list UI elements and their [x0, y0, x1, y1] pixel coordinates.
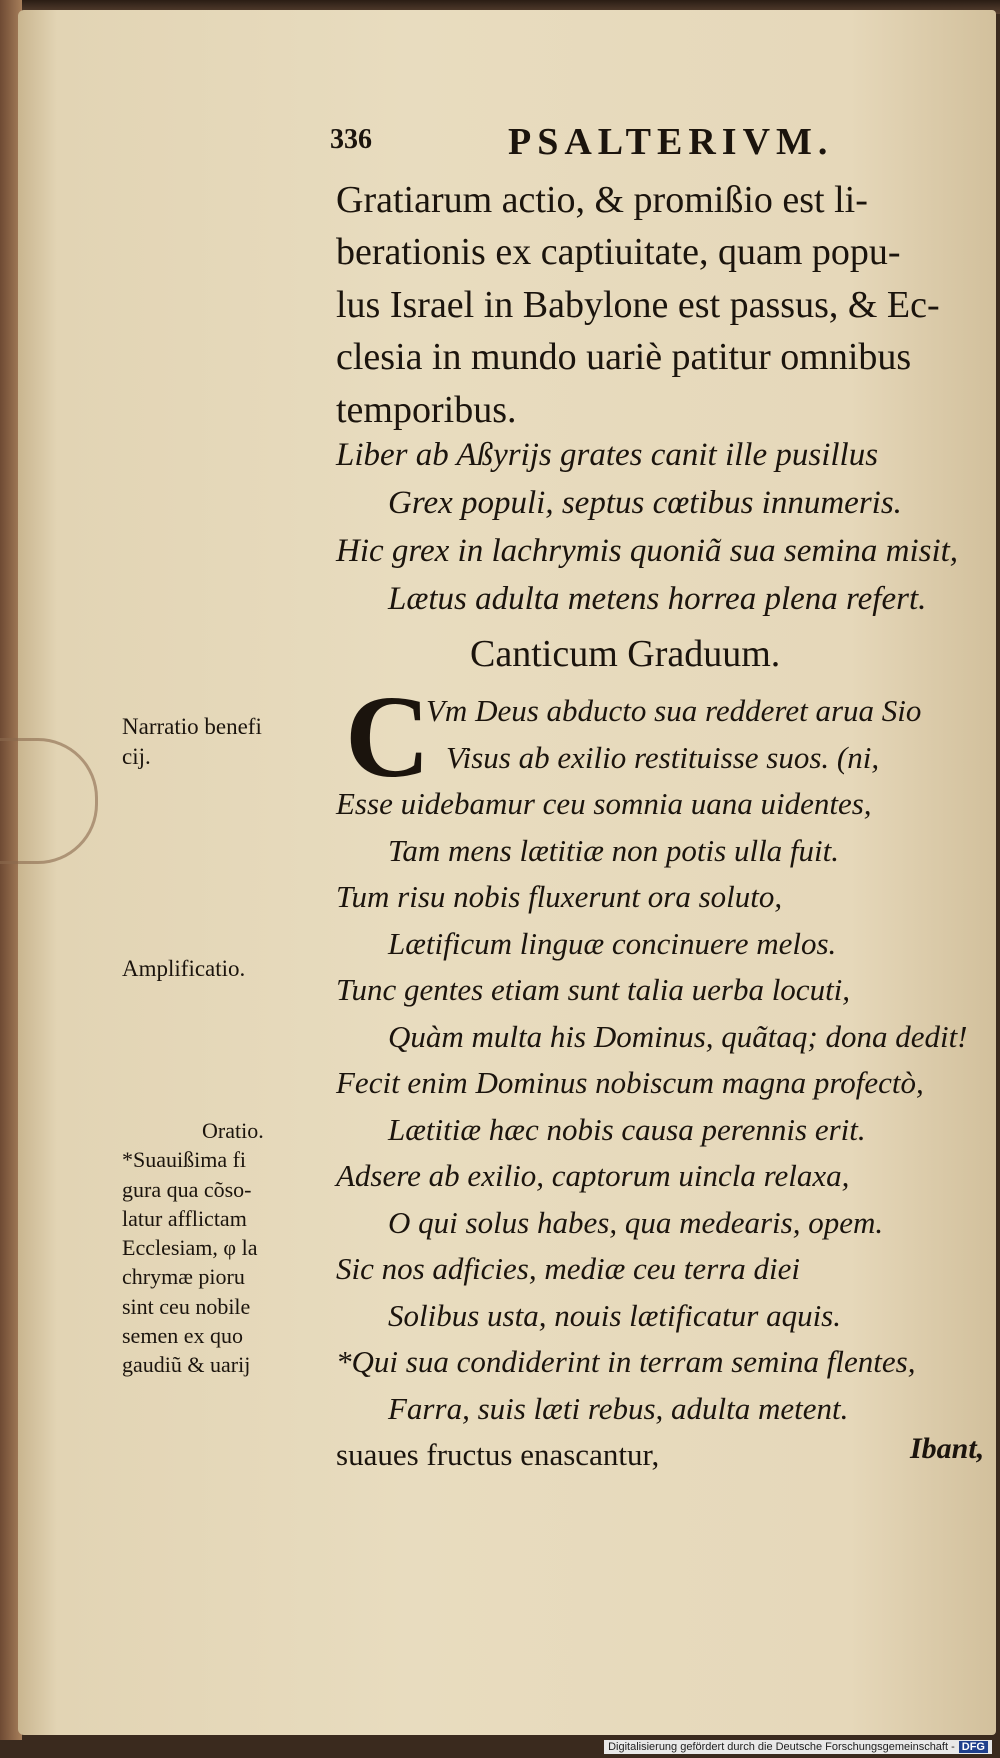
poem-line: Lætitiæ hæc nobis causa perennis erit. [388, 1111, 866, 1147]
margin-note-line: sint ceu nobile [122, 1293, 251, 1319]
epigram [336, 432, 996, 623]
argument-line: Gratiarum actio, & promißio est li- [336, 179, 868, 221]
poem-line: Adsere ab exilio, captorum uincla relaxa, [336, 1158, 850, 1193]
poem-line: Solibus usta, nouis lætificatur aquis. [388, 1297, 841, 1333]
dfg-logo: DFG [959, 1741, 988, 1753]
poem-line: Vm Deus abducto sua redderet arua Sio [426, 693, 922, 728]
argument-line: berationis ex captiuitate, quam popu- [336, 231, 901, 274]
page-number: 336 [330, 124, 372, 155]
running-title: PSALTERIVM. [508, 121, 834, 163]
margin-note-line: Ecclesiam, φ la [122, 1235, 258, 1260]
psalm-poem [336, 688, 996, 1479]
digitization-credit [604, 1740, 992, 1754]
margin-note-line: gaudiũ & uarij [122, 1352, 251, 1377]
poem-line: Lætificum linguæ concinuere melos. [388, 925, 837, 961]
credit-text: Digitalisierung gefördert durch die Deutsche Forschungsgemeinschaft - [608, 1741, 955, 1753]
margin-note-line: semen ex quo [122, 1322, 243, 1348]
margin-note-line: Narratio benefi [122, 714, 262, 739]
margin-note-line: chrymæ pioru [122, 1264, 245, 1290]
epigram-line: Lætus adulta metens horrea plena refert. [388, 580, 927, 617]
section-heading: Canticum Graduum. [470, 633, 781, 675]
epigram-line: Grex populi, septus cœtibus innumeris. [388, 484, 902, 521]
poem-line: Tam mens lætitiæ non potis ulla fuit. [388, 832, 840, 868]
margin-note-oratio [122, 1116, 332, 1379]
margin-note-line: Amplificatio. [122, 956, 246, 981]
margin-note-amplificatio [122, 954, 332, 984]
argument-paragraph [336, 174, 986, 436]
poem-line: Sic nos adficies, mediæ ceu terra diei [336, 1251, 801, 1286]
poem-line: Esse uidebamur ceu somnia uana uidentes, [336, 786, 872, 821]
poem-line: Farra, suis læti rebus, adulta metent. [388, 1390, 849, 1426]
margin-note-line: *Suauißima fi [122, 1147, 247, 1173]
margin-note-line: cij. [122, 743, 151, 769]
argument-line: lus Israel in Babylone est passus, & Ec- [336, 283, 940, 326]
poem-line: Fecit enim Dominus nobiscum magna profectò, [336, 1065, 924, 1100]
poem-line: Visus ab exilio restituisse suos. (ni, [446, 739, 880, 775]
poem-line: *Qui sua condiderint in terram semina flentes, [336, 1344, 916, 1379]
drop-capital: C [345, 671, 431, 802]
argument-line: clesia in mundo uariè patitur omnibus [336, 336, 912, 379]
poem-line: suaues fructus enascantur, [336, 1437, 660, 1472]
epigram-line: Hic grex in lachrymis quoniã sua semina misit, [336, 532, 959, 569]
margin-note-narratio [122, 712, 332, 772]
margin-note-line: Oratio. [202, 1118, 264, 1143]
catchword: Ibant, [910, 1432, 985, 1465]
poem-line: Tum risu nobis fluxerunt ora soluto, [336, 879, 783, 914]
epigram-line: Liber ab Aßyrijs grates canit ille pusillus [336, 437, 879, 473]
poem-line: Quàm multa his Dominus, quãtaq; dona dedit! [388, 1018, 968, 1054]
poem-line: O qui solus habes, qua medearis, opem. [388, 1204, 884, 1240]
margin-note-line: gura qua cõso- [122, 1176, 252, 1202]
margin-note-line: latur afflictam [122, 1205, 247, 1231]
poem-line: Tunc gentes etiam sunt talia uerba locuti, [336, 972, 851, 1007]
argument-line: temporibus. [336, 388, 517, 431]
